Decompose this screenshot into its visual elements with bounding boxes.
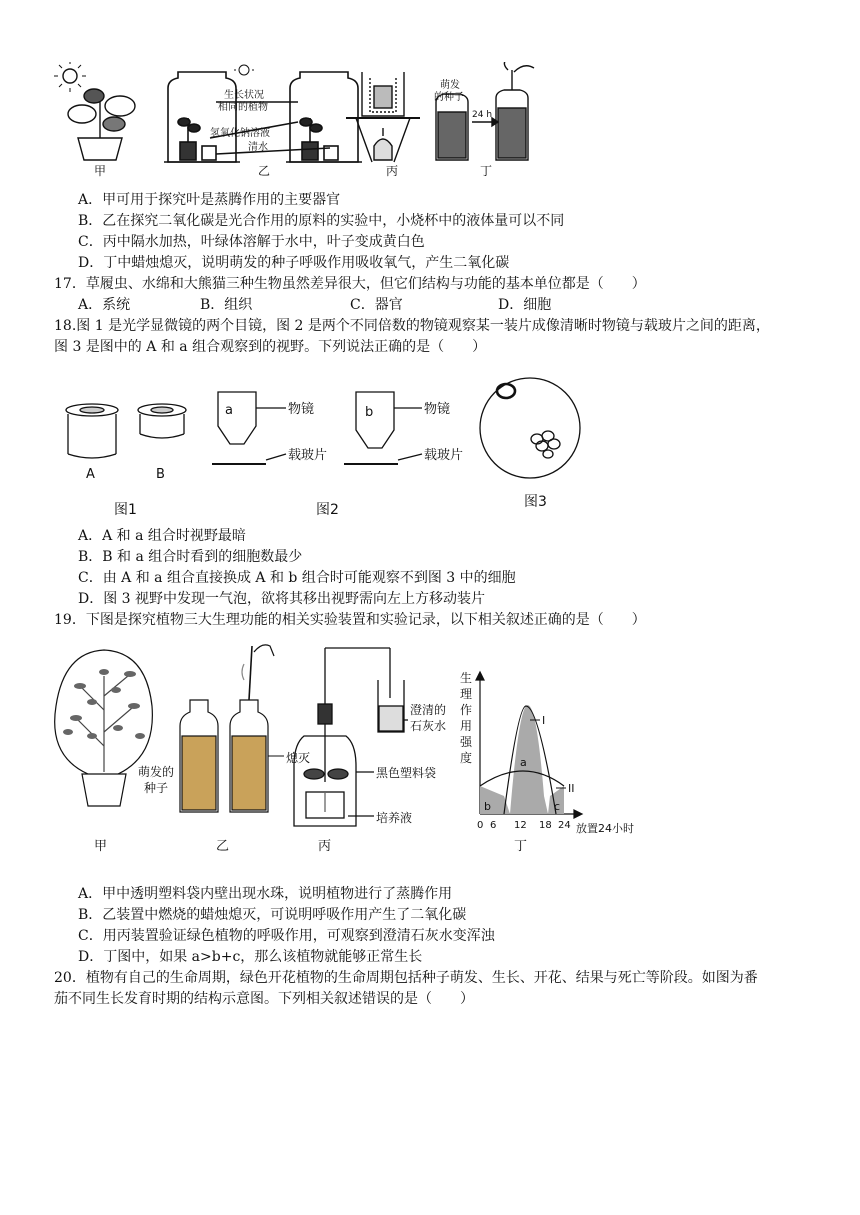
q18-figure: [60, 366, 590, 522]
q19-figure-yi-text-3: 熄灭: [286, 751, 311, 765]
q16-figure-yi-text-3: 氢氧化钠溶液: [210, 128, 270, 139]
q20-stem-line-2: 茄不同生长发育时期的结构示意图。下列相关叙述错误的是（ ）: [54, 991, 474, 1007]
q16-figure-jia-plant: [54, 62, 135, 160]
q18-eyepiece-label-a: A: [86, 467, 95, 482]
q19-figure-label-bing: 丙: [318, 839, 332, 854]
q18-stem-line-1: 18.图 1 是光学显微镜的两个目镜，图 2 是两个不同倍数的物镜观察某一装片成像清晰时物镜与载玻片之间的距离，: [54, 318, 770, 334]
q19-stem: 19．下图是探究植物三大生理功能的相关实验装置和实验记录，以下相关叙述正确的是（ ）: [54, 612, 646, 628]
q17-option-d: D．细胞: [498, 297, 552, 313]
q18-objective-a: [212, 392, 286, 464]
q19-figure-label-ding: 丁: [514, 839, 528, 854]
q18-caption-2: 图2: [316, 502, 339, 518]
q19-figure-ding-curve-label-2: II: [568, 782, 575, 795]
q18-eyepiece-a: [66, 404, 118, 458]
q16-figure-yi-text-1: 生长状况: [224, 90, 264, 101]
q19-figure: [48, 636, 648, 868]
q19-figure-ding-xtick-12: 12: [514, 820, 527, 831]
q18-option-a: A．A 和 a 组合时视野最暗: [78, 528, 246, 544]
q19-figure-ding-area-label-c: c: [554, 800, 561, 813]
q19-figure-ding-area-label-a: a: [520, 756, 527, 769]
q19-figure-ding-area-label-b: b: [484, 800, 491, 813]
q18-caption-3: 图3: [524, 494, 547, 510]
q19-figure-jia-plant-bag: [55, 650, 153, 806]
q18-option-c: C．由 A 和 a 组合直接换成 A 和 b 组合时可能观察不到图 3 中的细胞: [78, 570, 516, 586]
q18-objective-b: [344, 392, 422, 464]
q16-option-b: B．乙在探究二氧化碳是光合作用的原料的实验中，小烧杯中的液体量可以不同: [78, 213, 565, 229]
q16-option-c: C．丙中隔水加热，叶绿体溶解于水中，叶子变成黄白色: [78, 234, 425, 250]
q16-option-d: D．丁中蜡烛熄灭，说明萌发的种子呼吸作用吸收氧气，产生二氧化碳: [78, 255, 510, 271]
q19-figure-bing-apparatus: [294, 648, 408, 826]
q16-figure-label-ding: 丁: [480, 164, 493, 178]
q19-figure-ding-curve-label-1: I: [542, 714, 546, 727]
q17-option-b: B．组织: [200, 297, 253, 313]
q19-figure-ding-xlabel: 放置24小时: [576, 822, 634, 835]
q16-figure-yi-sun: [234, 62, 254, 75]
q18-objective-letter-a: a: [225, 403, 233, 418]
q19-figure-bing-text-1: 澄清的: [410, 703, 447, 717]
q18-caption-1: 图1: [114, 502, 137, 518]
q19-option-c: C．用丙装置验证绿色植物的呼吸作用，可观察到澄清石灰水变浑浊: [78, 928, 495, 944]
q19-option-d: D．丁图中，如果 a>b+c，那么该植物就能够正常生长: [78, 949, 423, 965]
q19-figure-ding-ylabel-2: 理: [460, 687, 473, 701]
q19-figure-ding-xtick-6: 6: [490, 820, 497, 831]
q19-figure-bing-text-2: 石灰水: [410, 719, 447, 733]
q19-figure-bing-text-3: 黑色塑料袋: [376, 766, 437, 780]
q16-figure-ding-text-1: 萌发: [440, 80, 460, 91]
q19-figure-ding-xtick-18: 18: [539, 820, 552, 831]
q19-option-a: A．甲中透明塑料袋内壁出现水珠，说明植物进行了蒸腾作用: [78, 886, 453, 902]
q18-option-d: D．图 3 视野中发现一气泡，欲将其移出视野需向左上方移动装片: [78, 591, 486, 607]
q18-eyepiece-b: [138, 404, 186, 438]
q19-figure-label-jia: 甲: [94, 839, 108, 854]
q16-figure-yi-text-4: 清水: [248, 142, 268, 153]
q19-figure-ding-ylabel-3: 作: [460, 703, 473, 717]
q17-stem: 17．草履虫、水绵和大熊猫三种生物虽然差异很大，但它们结构与功能的基本单位都是（ ）: [54, 276, 646, 292]
q18-eyepiece-label-b: B: [156, 467, 165, 482]
q17-option-c: C．器官: [350, 297, 403, 313]
q19-figure-label-yi: 乙: [216, 839, 230, 854]
q18-slide-label-b: 载玻片: [424, 448, 464, 463]
q20-stem-line-1: 20．植物有自己的生命周期，绿色开花植物的生命周期包括种子萌发、生长、开花、结果与死亡等阶段。如图为番: [54, 970, 758, 986]
q19-figure-yi-text-1: 萌发的: [138, 765, 175, 779]
q16-figure-label-bing: 丙: [386, 164, 399, 178]
q16-figure-label-jia: 甲: [94, 164, 107, 178]
q16-figure-yi-text-2: 相同的植物: [218, 102, 268, 113]
q16-figure-ding-text-3: 24 h: [472, 110, 493, 120]
q18-objective-label-b: 物镜: [424, 402, 451, 417]
q17-option-a: A．系统: [78, 297, 131, 313]
q19-figure-ding-ylabel-1: 生: [460, 671, 473, 685]
q18-stem-line-2: 图 3 是图中的 A 和 a 组合观察到的视野。下列说法正确的是（ ）: [54, 339, 487, 355]
q16-figure: [40, 62, 560, 182]
q19-figure-ding-ylabel-6: 度: [460, 751, 473, 765]
q19-option-b: B．乙装置中燃烧的蜡烛熄灭，可说明呼吸作用产生了二氧化碳: [78, 907, 467, 923]
q16-option-a: A．甲可用于探究叶是蒸腾作用的主要器官: [78, 192, 341, 208]
q16-figure-label-yi: 乙: [258, 164, 271, 178]
q19-figure-ding-xtick-0: 0: [477, 820, 484, 831]
q18-option-b: B．B 和 a 组合时看到的细胞数最少: [78, 549, 303, 565]
q18-objective-letter-b: b: [365, 405, 374, 420]
q19-figure-ding-xtick-24: 24: [558, 820, 571, 831]
q18-view-field: [480, 378, 580, 478]
q19-figure-bing-text-4: 培养液: [376, 811, 413, 825]
q18-slide-label-a: 载玻片: [288, 448, 328, 463]
q18-objective-label-a: 物镜: [288, 402, 315, 417]
q19-figure-ding-ylabel-5: 强: [460, 735, 473, 749]
q19-figure-yi-bottles: [180, 645, 274, 812]
q19-figure-yi-text-2: 种子: [144, 781, 169, 795]
q19-figure-ding-ylabel-4: 用: [460, 719, 473, 733]
q16-figure-ding-text-2: 的种子: [434, 92, 464, 103]
